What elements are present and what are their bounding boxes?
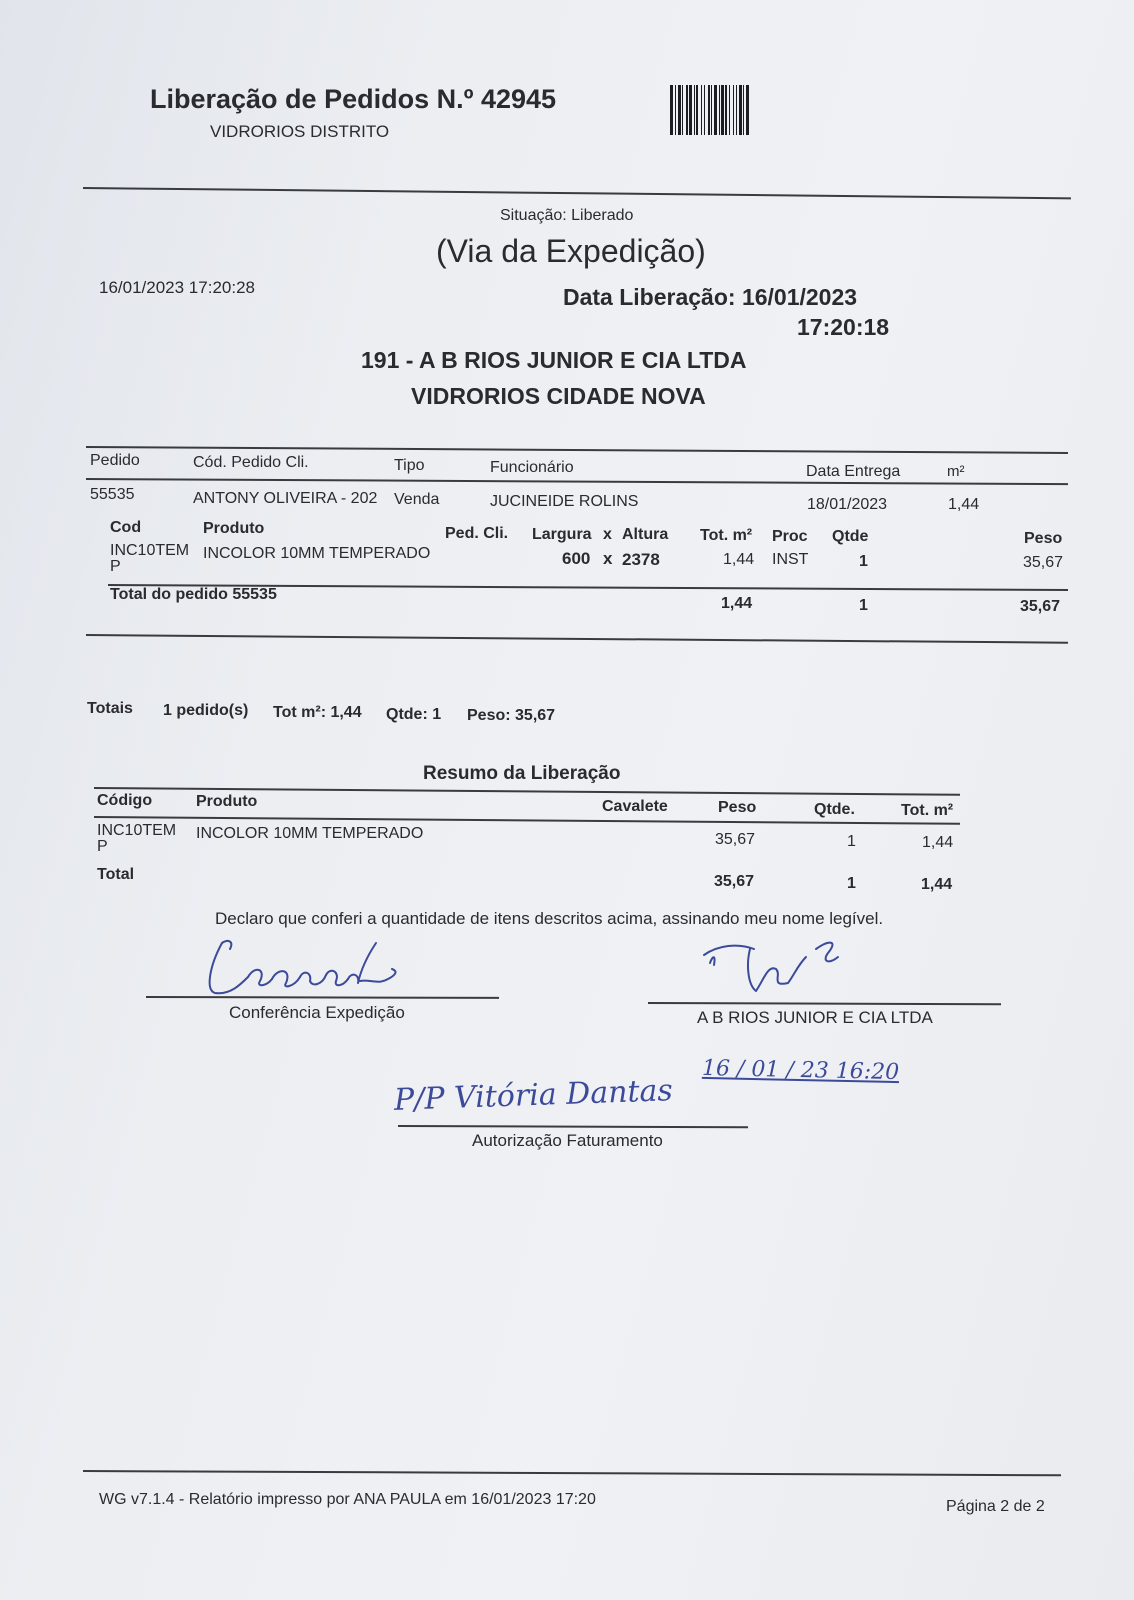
handwritten-date: 16 / 01 / 23 16:20 xyxy=(701,1055,900,1086)
item-altura: 2378 xyxy=(622,550,660,569)
status-situacao: Situação: Liberado xyxy=(500,207,634,224)
item-proc: INST xyxy=(772,551,809,568)
total-pedido-peso: 35,67 xyxy=(1020,598,1061,615)
item-header-peso: Peso xyxy=(1024,530,1063,547)
totais-qtde: Qtde: 1 xyxy=(386,706,442,723)
resumo-total-label: Total xyxy=(97,866,135,883)
resumo-header-codigo: Código xyxy=(97,792,153,809)
item-cod-line2: P xyxy=(110,558,121,575)
header-cod-pedido-cli: Cód. Pedido Cli. xyxy=(193,454,309,471)
totais-peso: Peso: 35,67 xyxy=(467,707,556,724)
resumo-header-cavalete: Cavalete xyxy=(602,798,668,815)
footer-page-number: Página 2 de 2 xyxy=(946,1498,1045,1515)
item-qtde: 1 xyxy=(859,553,868,570)
resumo-total-peso: 35,67 xyxy=(714,873,755,890)
customer-store: VIDRORIOS CIDADE NOVA xyxy=(411,383,706,409)
caption-company: A B RIOS JUNIOR E CIA LTDA xyxy=(697,1008,933,1027)
resumo-title: Resumo da Liberação xyxy=(423,763,621,784)
resumo-total-qtde: 1 xyxy=(847,875,856,892)
resumo-codigo-line2: P xyxy=(97,838,108,855)
item-header-largura: Largura xyxy=(532,526,592,543)
resumo-header-peso: Peso xyxy=(718,799,757,816)
cell-funcionario: JUCINEIDE ROLINS xyxy=(490,493,639,510)
resumo-header-tot-m2: Tot. m² xyxy=(901,802,954,819)
item-produto: INCOLOR 10MM TEMPERADO xyxy=(203,545,431,562)
cell-cod-pedido-cli: ANTONY OLIVEIRA - 202 xyxy=(193,490,378,507)
resumo-qtde: 1 xyxy=(847,833,856,850)
signature-line-auth xyxy=(398,1125,748,1128)
barcode-image xyxy=(670,85,844,135)
header-m2: m² xyxy=(947,463,965,480)
totais-m2: Tot m²: 1,44 xyxy=(273,704,362,721)
item-header-altura: Altura xyxy=(622,526,669,543)
resumo-tot-m2: 1,44 xyxy=(922,834,954,851)
resumo-header-qtde: Qtde. xyxy=(814,801,855,818)
item-header-x: x xyxy=(603,526,612,543)
caption-autorizacao: Autorização Faturamento xyxy=(472,1131,663,1150)
cell-tipo: Venda xyxy=(394,491,440,508)
resumo-produto: INCOLOR 10MM TEMPERADO xyxy=(196,825,424,842)
cell-pedido: 55535 xyxy=(90,486,135,503)
divider xyxy=(86,634,1068,643)
table-top-rule xyxy=(86,446,1068,453)
signature-authorization: P/P Vitória Dantas xyxy=(393,1073,674,1118)
cell-data-entrega: 18/01/2023 xyxy=(807,496,888,513)
item-header-qtde: Qtde xyxy=(832,528,869,545)
item-peso: 35,67 xyxy=(1023,554,1064,571)
cell-m2: 1,44 xyxy=(948,496,980,513)
resumo-codigo-line1: INC10TEM xyxy=(97,822,177,839)
totais-label: Totais xyxy=(87,700,133,717)
item-largura: 600 xyxy=(562,549,591,568)
item-x: x xyxy=(603,549,613,568)
item-header-cod: Cod xyxy=(110,519,142,536)
resumo-peso: 35,67 xyxy=(715,831,756,848)
footer-report-info: WG v7.1.4 - Relatório impresso por ANA PAULA em 16/01/2023 17:20 xyxy=(99,1491,596,1508)
item-header-proc: Proc xyxy=(772,528,808,545)
totais-pedidos: 1 pedido(s) xyxy=(163,702,249,719)
data-liberacao-time: 17:20:18 xyxy=(797,314,890,340)
header-pedido: Pedido xyxy=(90,452,140,469)
item-tot-m2: 1,44 xyxy=(723,551,755,568)
caption-conferencia: Conferência Expedição xyxy=(229,1003,405,1022)
header-data-entrega: Data Entrega xyxy=(806,463,901,480)
resumo-header-produto: Produto xyxy=(196,793,258,810)
item-header-ped-cli: Ped. Cli. xyxy=(445,525,509,542)
signature-company xyxy=(698,935,858,1005)
resumo-total-tot-m2: 1,44 xyxy=(921,876,953,893)
item-header-produto: Produto xyxy=(203,520,265,537)
total-pedido-label: Total do pedido 55535 xyxy=(110,586,277,603)
via-label: (Via da Expedição) xyxy=(436,233,706,269)
declaration-text: Declaro que conferi a quantidade de itens descritos acima, assinando meu nome legível. xyxy=(215,909,884,928)
footer-rule xyxy=(83,1470,1061,1476)
divider xyxy=(83,187,1071,199)
customer-name: 191 - A B RIOS JUNIOR E CIA LTDA xyxy=(361,347,747,373)
total-pedido-qtde: 1 xyxy=(859,597,868,614)
total-pedido-m2: 1,44 xyxy=(721,595,753,612)
header-funcionario: Funcionário xyxy=(490,459,574,476)
signature-leonardo xyxy=(200,935,410,1005)
header-tipo: Tipo xyxy=(394,457,425,474)
printed-timestamp: 16/01/2023 17:20:28 xyxy=(99,278,255,297)
item-cod-line1: INC10TEM xyxy=(110,542,190,559)
data-liberacao: Data Liberação: 16/01/2023 xyxy=(563,284,858,310)
company-name: VIDRORIOS DISTRITO xyxy=(210,122,390,141)
document-title: Liberação de Pedidos N.º 42945 xyxy=(150,84,557,114)
header-rule xyxy=(86,478,1068,485)
item-header-tot-m2: Tot. m² xyxy=(700,527,753,544)
